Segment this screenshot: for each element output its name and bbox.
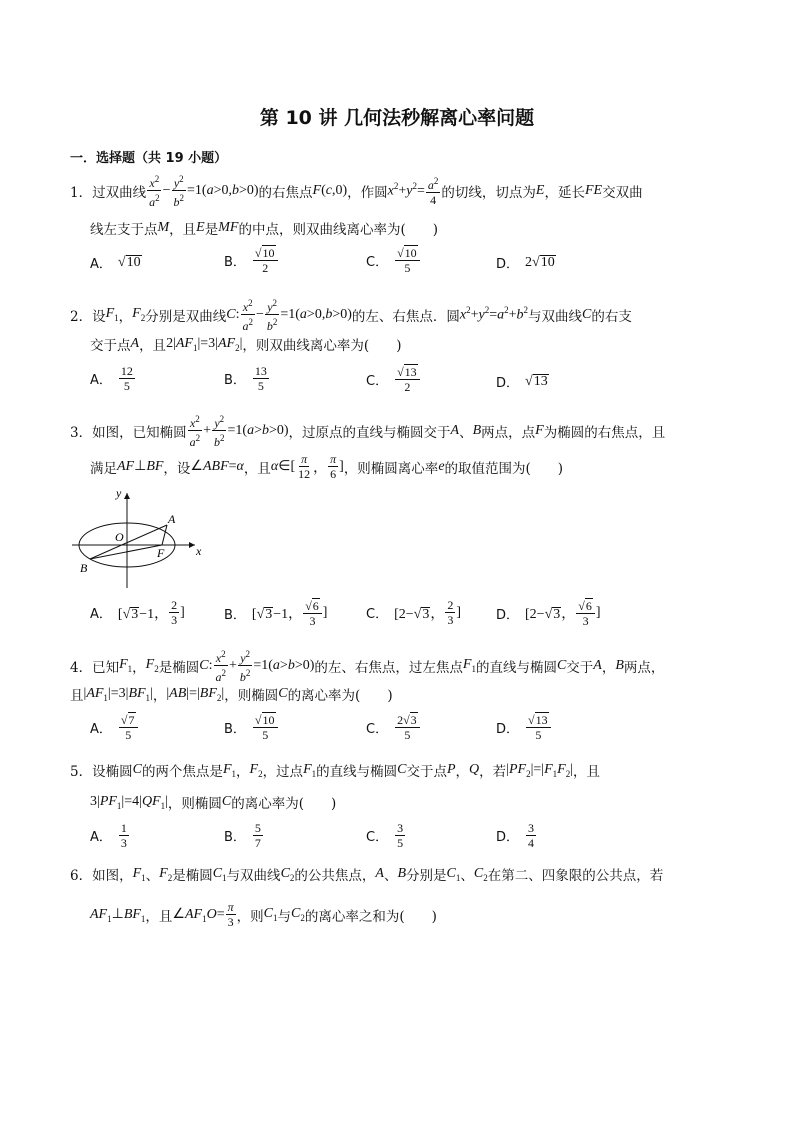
option-c[interactable]: C． $\frac{3}{5}$ xyxy=(366,821,404,850)
label-o: O xyxy=(115,530,124,544)
option-d[interactable]: D． √ 13 5 xyxy=(496,712,552,742)
question-2-line-1: 2． 设 $F_1$ ， $F_2$ 分别是双曲线 C : $\frac{x^2}{a^2}$ − $\frac{y^2}{b^2}$ =1(a>0,b>0) 的左、右焦点．圆 $x^2+y^2=a^2+b^2$ 与双曲线 C 的右支 xyxy=(70,298,632,333)
label-a: A xyxy=(168,512,176,526)
question-5-line-1: 5． 设椭圆 C 的两个焦点是 $F_1$ ， $F_2$ ，过点 $F_1$ 的直线与椭圆 C 交于点 P ， Q ，若 $|PF_2|=|F_1F_2|$ ，且 xyxy=(70,761,601,780)
page-title: 第 10 讲 几何法秒解离心率问题 xyxy=(259,107,535,129)
option-b[interactable]: B． $\frac{5}{7}$ xyxy=(224,821,261,850)
question-5-line-2: $3|PF_1|=4|QF_1|$ ，则椭圆 C 的离心率为( ) xyxy=(90,793,337,812)
label-b: B xyxy=(80,561,88,575)
x-axis-arrow xyxy=(189,542,195,548)
option-b[interactable]: B． √ 10 5 xyxy=(224,712,279,742)
option-b[interactable]: B． $\frac{13}{5}$ xyxy=(224,364,267,393)
question-3-line-1: 3． 如图，已知椭圆 $\frac{x^2}{a^2}$ + $\frac{y^2}{b^2}$ =1(a>b>0) ，过原点的直线与椭圆交于 A 、 B 两点，点 F 为椭圆的右焦点，且 xyxy=(70,414,666,449)
line-ab xyxy=(90,525,167,559)
option-b[interactable]: B． [√ 3 −1， √ 6 3 ] xyxy=(224,599,328,628)
ellipse-figure xyxy=(70,483,210,597)
question-3-line-2: 满足 AF⊥BF ，设 ∠ABF=α ，且 α∈[ $\frac{\pi}{12}$ ， $\frac{\pi}{6}$ ] ，则椭圆离心率 e 的取值范围为( ) xyxy=(90,452,564,481)
option-d[interactable]: D． [2−√ 3 ， √ 6 3 ] xyxy=(496,599,601,628)
option-a[interactable]: A． √ 7 5 xyxy=(90,712,139,742)
question-4-line-2: 且 $|AF_1|=3|BF_1|$ ， $|AB|=|BF_2|$ ，则椭圆 C 的离心率为( ) xyxy=(70,685,393,704)
option-b[interactable]: B． √ 10 2 xyxy=(224,245,279,275)
label-f: F xyxy=(157,546,165,560)
y-axis-arrow xyxy=(124,493,130,499)
option-a[interactable]: A． $\frac{12}{5}$ xyxy=(90,364,133,393)
question-4-line-1: 4． 已知 $F_1$ ， $F_2$ 是椭圆 C : $\frac{x^2}{a^2}$ + $\frac{y^2}{b^2}$ =1(a>b>0) 的左、右焦点，过左焦点 $F_1$ 的直线与椭圆 C 交于 A ， B 两点， xyxy=(70,649,665,684)
option-a[interactable]: A． $\frac{1}{3}$ xyxy=(90,821,127,850)
question-1-line-1: 1． 过双曲线 $\frac{x^2}{a^2}$ − $\frac{y^2}{b^2}$ =1(a>0,b>0) 的右焦点 F(c,0) ，作圆 $x^2+y^2=$ $\frac{a^2}{4}$ 的切线，切点为 E ，延长 FE 交双曲 xyxy=(70,174,643,209)
line-bf xyxy=(90,545,162,559)
option-c[interactable]: C． √ 10 5 xyxy=(366,245,421,275)
option-a[interactable]: A． √ 10 xyxy=(90,254,141,272)
question-2-line-2: 交于点 A ，且 $2|AF_1|=3|AF_2|$ ，则双曲线离心率为( ) xyxy=(90,335,402,354)
label-x: x xyxy=(196,544,202,558)
option-c[interactable]: C． 2√ 3 5 xyxy=(366,712,421,742)
option-d[interactable]: D． √ 13 xyxy=(496,373,548,391)
option-c[interactable]: C． [2−√ 3 ， $\frac{2}{3}$ ] xyxy=(366,598,461,627)
option-a[interactable]: A． [√ 3 −1， $\frac{2}{3}$ ] xyxy=(90,598,185,627)
question-1-line-2: 线左支于点 M ，且 E 是 MF 的中点，则双曲线离心率为( ) xyxy=(90,220,438,238)
option-d[interactable]: D． $\frac{3}{4}$ xyxy=(496,821,535,850)
line-af xyxy=(162,525,167,545)
option-d[interactable]: D． 2√ 10 xyxy=(496,254,555,272)
question-6-line-1: 6． 如图， $F_1$ 、 $F_2$ 是椭圆 $C_1$ 与双曲线 $C_2$ 的公共焦点， A 、 B 分别是 $C_1$ 、 $C_2$ 在第二、四象限的公共点，若 xyxy=(70,865,664,884)
label-y: y xyxy=(116,486,122,500)
section-heading: 一．选择题（共 19 小题） xyxy=(70,151,228,166)
option-c[interactable]: C． √ 13 2 xyxy=(366,364,421,394)
question-6-line-2: $AF_1\perp BF_1$ ，且 $\angle AF_1O=$ $\frac{\pi}{3}$ ，则 $C_1$ 与 $C_2$ 的离心率之和为( ) xyxy=(90,900,437,929)
